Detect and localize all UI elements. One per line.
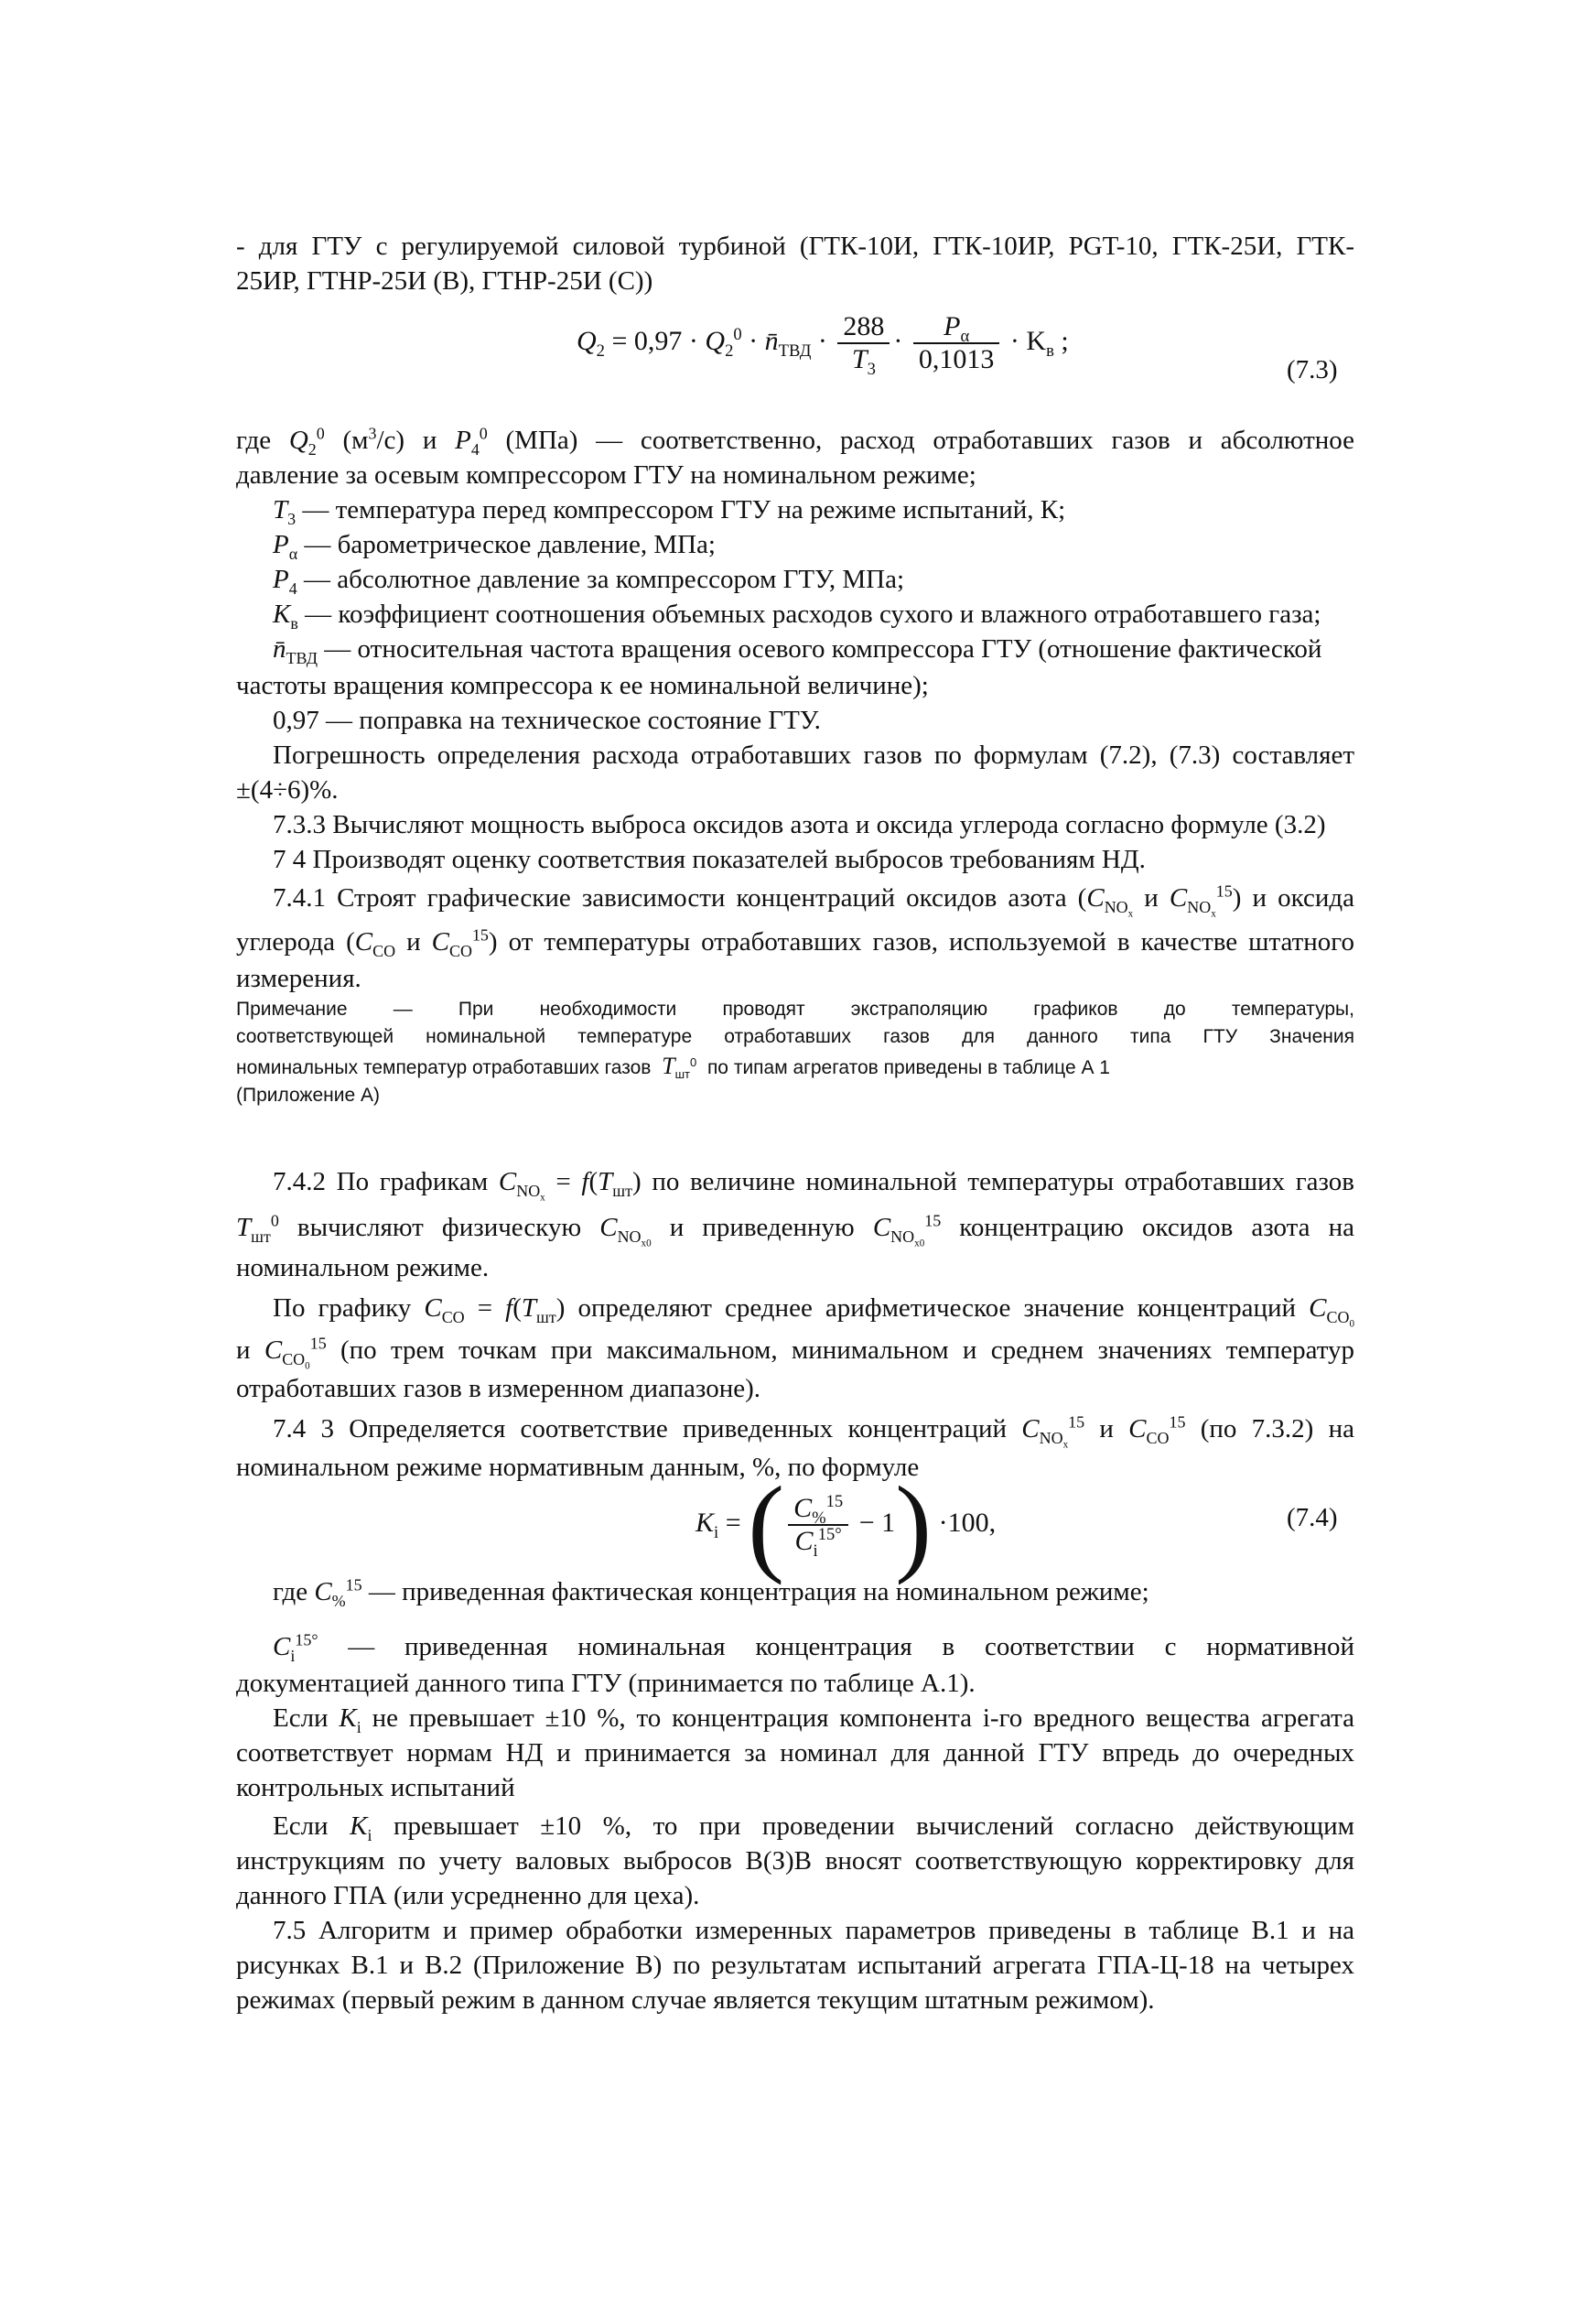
text-line: 7.4.1 Строят графические зависимости концентраций оксидов азота ($C_{NO_x}$ и $C_{NO_x}^{15}$) и оксида xyxy=(273,881,1355,920)
formula-7-4: $K_i$ = ( $\frac{C_{\%}^{15}}{C_i^{15^\circ}}$ − 1) ·100, xyxy=(696,1464,997,1585)
text-line: $P_\alpha$ — барометрическое давление, МПа; xyxy=(273,530,716,563)
text-line: рисунках В.1 и В.2 (Приложение В) по результатам испытаний агрегата ГПА-Ц-18 на четырех xyxy=(236,1951,1354,1980)
note-line: Примечание — При необходимости проводят экстраполяцию графиков до температуры, xyxy=(236,999,1354,1020)
text-line: измерения. xyxy=(236,964,361,993)
text-line: $T_{шт}^0$ вычисляют физическую $C_{NO_{x0}}$ и приведенную $C_{NO_{x0}}^{15}$ концентрацию оксидов азота на xyxy=(236,1211,1355,1249)
formula-denominator: 0,1013 xyxy=(918,344,995,374)
text-line: номинальном режиме. xyxy=(236,1253,490,1282)
text-line: 0,97 — поправка на техническое состояние ГТУ. xyxy=(273,706,821,735)
text-line: номинальном режиме нормативным данным, %, по формуле xyxy=(236,1453,920,1482)
text-line: ±(4÷6)%. xyxy=(236,775,339,805)
text-line: где $Q_2^0$ $(м^3/с)$ и $P_4^0$ (МПа) — соответственно, расход отработавших газов и абсолютное xyxy=(236,424,1355,459)
text-line: $C_i^{15^\circ}$ — приведенная номинальная концентрация в соответствии с нормативной xyxy=(273,1630,1354,1665)
text-line: инструкциям по учету валовых выбросов В(З)В вносят соответствующую корректировку для xyxy=(236,1846,1354,1876)
text-line: $n̄_{ТВД}$ — относительная частота вращения осевого компрессора ГТУ (отношение фактической xyxy=(273,634,1322,667)
equation-number: (7.4) xyxy=(1287,1503,1338,1532)
text-line: По графику $C_{CO} = f(T_{шт})$ определяют среднее арифметическое значение концентраций $C_{CO_0}$ xyxy=(273,1293,1355,1330)
text-line: $P_4$ — абсолютное давление за компрессором ГТУ, МПа; xyxy=(273,565,905,598)
text-line: 7.5 Алгоритм и пример обработки измеренных параметров приведены в таблице В.1 и на xyxy=(273,1916,1354,1945)
text-line: 25ИР, ГТНР-25И (В), ГТНР-25И (С)) xyxy=(236,266,653,296)
formula-symbol: P xyxy=(944,311,961,341)
text-line: $K_в$ — коэффициент соотношения объемных расходов сухого и влажного отработавшего газа; xyxy=(273,600,1321,633)
text-line: и $C_{CO_0}^{15}$ (по трем точкам при максимальном, минимальном и среднем значениях температур xyxy=(236,1334,1354,1372)
text-line: Если $K_i$ не превышает ±10 %, то концентрация компонента i-го вредного вещества агрегата xyxy=(273,1703,1354,1736)
formula-text: = xyxy=(718,1507,749,1538)
formula-text: ·100, xyxy=(932,1507,997,1538)
text-line: отработавших газов в измеренном диапазоне). xyxy=(236,1374,761,1403)
formula-7-3: $Q_2 = 0,97 \cdot Q_2^0$ · $n̄_{ТВД}$ · $\frac{288}{T_3}$ · $\frac{P_\alpha}{0,1013}$ · $K_в$ ; xyxy=(577,311,1069,379)
note-line: (Приложение А) xyxy=(236,1085,380,1106)
text-line: документацией данного типа ГТУ (принимается по таблице А.1). xyxy=(236,1669,976,1698)
text-line: 7 4 Производят оценку соответствия показателей выбросов требованиям НД. xyxy=(273,845,1146,874)
text-line: 7.4 3 Определяется соответствие приведенных концентраций $C_{NO_x}^{15}$ и $C_{CO}^{15}$ (по 7.3.2) на xyxy=(273,1412,1354,1451)
text-line: Если $K_i$ превышает ±10 %, то при проведении вычислений согласно действующим xyxy=(273,1811,1355,1844)
text-line: 7.3.3 Вычисляют мощность выброса оксидов азота и оксида углерода согласно формуле (3.2) xyxy=(273,810,1326,839)
text-line: режимах (первый режим в данном случае является текущим штатным режимом). xyxy=(236,1985,1155,2015)
text-line: где $C_{\%}^{15}$ — приведенная фактическая концентрация на номинальном режиме; xyxy=(273,1575,1149,1610)
text-line: данного ГПА (или усредненно для цеха). xyxy=(236,1881,700,1910)
note-line: номинальных температур отработавших газов $T_{шт}^0$ по типам агрегатов приведены в таблице А 1 xyxy=(236,1053,1110,1082)
equation-number: (7.3) xyxy=(1287,355,1338,384)
note-line: соответствующей номинальной температуре отработавших газов для данного типа ГТУ Значения xyxy=(236,1026,1354,1047)
text-line: частоты вращения компрессора к ее номинальной величине); xyxy=(236,671,929,700)
formula-text: = 0,97 · xyxy=(604,325,706,356)
formula-text: · K xyxy=(1003,325,1047,356)
text-line: контрольных испытаний xyxy=(236,1773,515,1802)
text-line: - для ГТУ с регулируемой силовой турбиной (ГТК-10И, ГТК-10ИР, PGT-10, ГТК-25И, ГТК- xyxy=(236,232,1354,261)
text-line: соответствует нормам НД и принимается за номинал для данной ГТУ впредь до очередных xyxy=(236,1738,1354,1768)
text-line: 7.4.2 По графикам $C_{NO_x} = f(T_{шт})$ по величине номинальной температуры отработавших газов xyxy=(273,1167,1354,1204)
formula-numerator: 288 xyxy=(837,311,890,344)
formula-text: ; xyxy=(1053,325,1069,356)
formula-text: − 1 xyxy=(852,1507,896,1538)
text-line: давление за осевым компрессором ГТУ на номинальном режиме; xyxy=(236,460,976,490)
formula-symbol: Q xyxy=(577,325,597,356)
text-line: углерода ($C_{CO}$ и $C_{CO}^{15}$) от температуры отработавших газов, используемой в качестве штатного xyxy=(236,925,1354,960)
formula-symbol: K xyxy=(696,1507,715,1538)
text-line: Погрешность определения расхода отработавших газов по формулам (7.2), (7.3) составляет xyxy=(273,741,1354,770)
text-line: $T_3$ — температура перед компрессором ГТУ на режиме испытаний, К; xyxy=(273,495,1066,528)
